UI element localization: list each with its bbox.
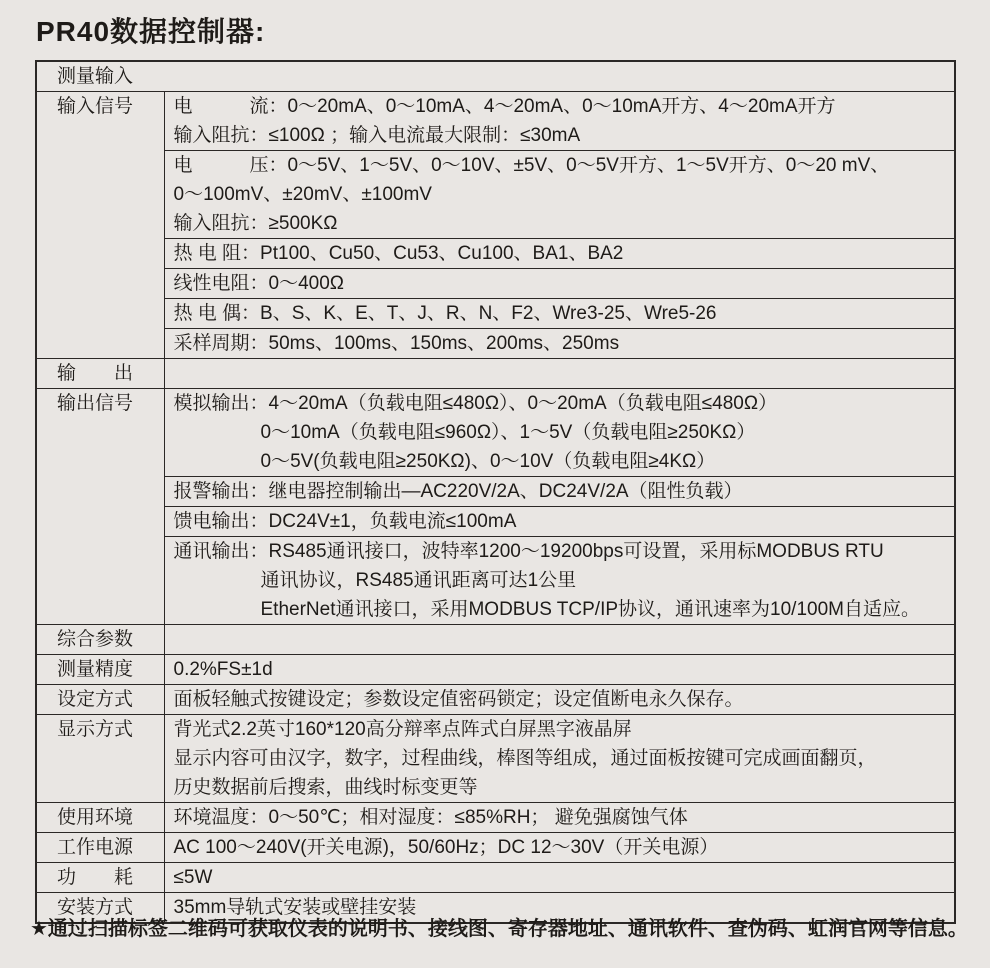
- spec-line: 模拟输出：4～20mA（负载电阻≤480Ω）、0～20mA（负载电阻≤480Ω）: [173, 393, 778, 414]
- row-label-installation: 安装方式: [36, 893, 164, 924]
- spec-cell-power-consumption: [164, 863, 955, 893]
- table-row: [36, 833, 955, 863]
- spec-line: 通讯输出：RS485通讯接口，波特率1200～19200bps可设置，采用标MODBUS RTU: [173, 541, 884, 562]
- table-row: [36, 151, 955, 239]
- spec-cell-sampling-period: [164, 329, 955, 359]
- spec-line: 面板轻触式按键设定；参数设定值密码锁定；设定值断电永久保存。: [173, 689, 744, 710]
- spec-cell-current: [164, 92, 955, 151]
- spec-cell-environment: [164, 803, 955, 833]
- spec-cell-accuracy: [164, 655, 955, 685]
- spec-cell-comm-output: [164, 537, 955, 625]
- spec-line: 采样周期：50ms、100ms、150ms、200ms、250ms: [173, 333, 620, 354]
- spec-line: EtherNet通讯接口，采用MODBUS TCP/IP协议，通讯速率为10/100M自适应。: [260, 599, 920, 620]
- spec-cell-thermocouple: [164, 299, 955, 329]
- spec-line: ≤5W: [173, 867, 213, 888]
- spec-line: 显示内容可由汉字，数字，过程曲线，棒图等组成，通过面板按键可完成画面翻页，: [173, 748, 877, 769]
- spec-line: 历史数据前后搜索，曲线时标变更等: [173, 777, 478, 798]
- table-row: [36, 803, 955, 833]
- spec-line: 0～100mV、±20mV、±100mV: [173, 184, 432, 205]
- spec-cell-setting-method: [164, 685, 955, 715]
- table-row: [36, 477, 955, 507]
- table-row: [36, 299, 955, 329]
- empty-cell: [164, 625, 955, 655]
- spec-line: 热 电 阻：Pt100、Cu50、Cu53、Cu100、BA1、BA2: [173, 243, 624, 264]
- table-row: [36, 239, 955, 269]
- spec-line: 线性电阻：0～400Ω: [173, 273, 344, 294]
- table-row: [36, 389, 955, 477]
- spec-line: 0～5V(负载电阻≥250KΩ)、0～10V（负载电阻≥4KΩ）: [260, 451, 716, 472]
- spec-line: 报警输出：继电器控制输出—AC220V/2A、DC24V/2A（阻性负载）: [173, 481, 743, 502]
- section-row-general-params: [36, 625, 955, 655]
- table-row: [36, 685, 955, 715]
- row-label-environment: 使用环境: [36, 803, 164, 833]
- spec-table: [35, 60, 956, 924]
- row-label-power-supply: 工作电源: [36, 833, 164, 863]
- spec-line: 电 流：0～20mA、0～10mA、4～20mA、0～10mA开方、4～20mA开方: [173, 96, 836, 117]
- spec-line: 输入阻抗：≤100Ω ；输入电流最大限制：≤30mA: [173, 125, 581, 146]
- spec-line: 通讯协议，RS485通讯距离可达1公里: [260, 570, 577, 591]
- row-label-accuracy: 测量精度: [36, 655, 164, 685]
- spec-cell-power-supply: [164, 833, 955, 863]
- spec-line: 0.2%FS±1d: [173, 659, 273, 680]
- table-row: [36, 507, 955, 537]
- row-label-input-signal: 输入信号: [36, 92, 164, 359]
- table-row: [36, 655, 955, 685]
- footer-note: ★通过扫描标签二维码可获取仪表的说明书、接线图、寄存器地址、通讯软件、查伪码、虹润官网等信息。: [30, 918, 968, 940]
- spec-line: 输入阻抗：≥500KΩ: [173, 213, 338, 234]
- spec-line: 0～10mA（负载电阻≤960Ω）、1～5V（负载电阻≥250KΩ）: [260, 422, 756, 443]
- spec-line: 环境温度：0～50℃；相对湿度：≤85%RH； 避免强腐蚀气体: [173, 807, 688, 828]
- section-label-output: 输 出: [36, 359, 164, 389]
- page-title: PR40数据控制器:: [36, 16, 266, 47]
- spec-line: 电 压：0～5V、1～5V、0～10V、±5V、0～5V开方、1～5V开方、0～20 mV、: [173, 155, 890, 176]
- section-row-output: [36, 359, 955, 389]
- section-label-measure-input: 测量输入: [36, 61, 955, 92]
- spec-line: 背光式2.2英寸160*120高分辩率点阵式白屏黑字液晶屏: [173, 719, 632, 740]
- spec-cell-linear-resistance: [164, 269, 955, 299]
- table-row: [36, 715, 955, 803]
- row-label-output-signal: 输出信号: [36, 389, 164, 625]
- spec-cell-analog-output: [164, 389, 955, 477]
- table-row: [36, 329, 955, 359]
- spec-line: 35mm导轨式安装或壁挂安装: [173, 897, 417, 918]
- spec-cell-display-method: [164, 715, 955, 803]
- row-label-display-method: 显示方式: [36, 715, 164, 803]
- section-row-measure-input: [36, 61, 955, 92]
- empty-cell: [164, 359, 955, 389]
- table-row: [36, 537, 955, 625]
- section-label-general-params: 综合参数: [36, 625, 164, 655]
- row-label-setting-method: 设定方式: [36, 685, 164, 715]
- spec-cell-feed-output: [164, 507, 955, 537]
- table-row: [36, 863, 955, 893]
- table-row: [36, 92, 955, 151]
- spec-line: AC 100～240V(开关电源)，50/60Hz；DC 12～30V（开关电源）: [173, 837, 719, 858]
- row-label-power-consumption: 功 耗: [36, 863, 164, 893]
- spec-cell-rtd: [164, 239, 955, 269]
- spec-cell-voltage: [164, 151, 955, 239]
- spec-cell-alarm-output: [164, 477, 955, 507]
- table-row: [36, 269, 955, 299]
- spec-line: 馈电输出：DC24V±1，负载电流≤100mA: [173, 511, 517, 532]
- spec-line: 热 电 偶：B、S、K、E、T、J、R、N、F2、Wre3-25、Wre5-26: [173, 303, 717, 324]
